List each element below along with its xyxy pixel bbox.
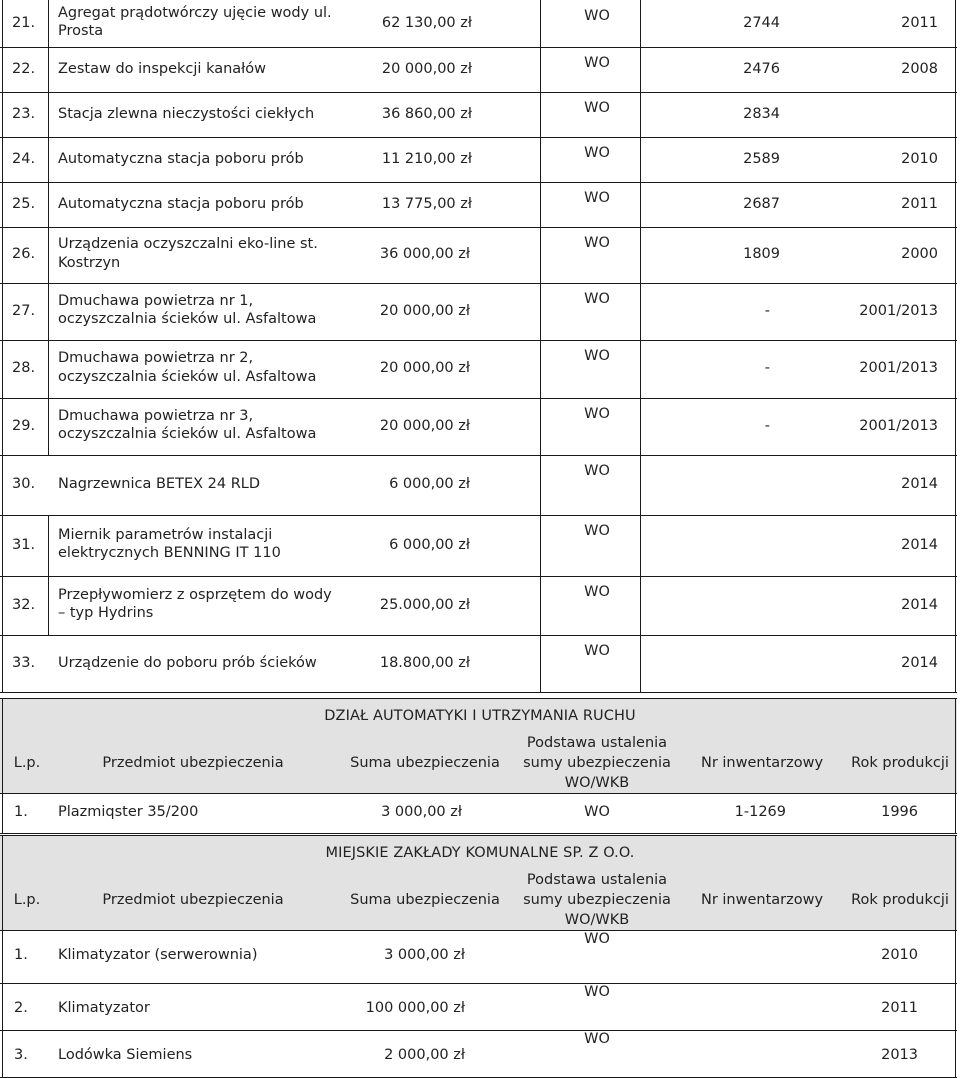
insured-sum: 25.000,00 zł (379, 596, 470, 613)
item-name: Dmuchawa powietrza nr 3, oczyszczalnia ścieków ul. Asfaltowa (58, 407, 317, 443)
inventory-number: 1809 (743, 246, 780, 262)
row-number: 21. (12, 14, 36, 31)
header-basis-line3: WO/WKB (564, 912, 630, 928)
production-year: 2001/2013 (859, 302, 938, 319)
insured-sum: 20 000,00 zł (379, 360, 470, 376)
row-divider (0, 227, 957, 228)
item-name: Urządzenia oczyszczalni eko-line st. Kostrzyn (58, 236, 318, 271)
inventory-number: 2834 (743, 105, 780, 122)
production-year: 2014 (901, 476, 938, 492)
row-divider (0, 92, 957, 93)
basis-value: WO (584, 584, 610, 600)
insured-sum: 36 000,00 zł (379, 246, 470, 262)
row-divider (0, 692, 957, 693)
item-name: Stacja zlewna nieczystości ciekłych (58, 105, 315, 122)
header-basis-line1: Podstawa ustalenia (526, 872, 668, 888)
basis-value: WO (584, 190, 610, 206)
row-number: 1. (14, 947, 28, 963)
section-title: DZIAŁ AUTOMATYKI I UTRZYMANIA RUCHU (324, 708, 636, 724)
header-inventory: Nr inwentarzowy (700, 755, 824, 771)
item-name: Klimatyzator (58, 1000, 150, 1016)
column-divider (955, 0, 956, 692)
row-divider (0, 455, 957, 456)
column-divider (955, 698, 956, 793)
column-divider (955, 983, 956, 1030)
row-number: 23. (12, 105, 36, 122)
column-divider (2, 835, 3, 930)
header-basis-line3: WO/WKB (564, 775, 630, 791)
column-divider (955, 1030, 956, 1077)
inventory-number: - (764, 302, 770, 319)
basis-value: WO (584, 348, 610, 364)
basis-value: WO (584, 931, 610, 947)
basis-value: WO (584, 100, 610, 116)
production-year: 2008 (901, 60, 938, 77)
insured-sum: 36 860,00 zł (381, 105, 472, 122)
row-divider (0, 283, 957, 284)
row-number: 27. (12, 302, 36, 319)
production-year: 2011 (901, 14, 938, 31)
basis-value: WO (584, 145, 610, 161)
inventory-number: 2744 (743, 14, 780, 31)
inventory-number: 1-1269 (734, 804, 786, 820)
basis-value: WO (584, 55, 610, 71)
row-divider (0, 1030, 957, 1031)
column-divider (2, 698, 3, 793)
insured-sum: 3 000,00 zł (384, 947, 465, 963)
row-divider (0, 182, 957, 183)
header-subject: Przedmiot ubezpieczenia (102, 892, 284, 908)
inventory-number: 2476 (743, 60, 780, 77)
row-number: 33. (12, 654, 36, 671)
header-lp: L.p. (13, 892, 41, 908)
basis-value: WO (584, 1031, 610, 1047)
insured-sum: 6 000,00 zł (389, 536, 470, 553)
inventory-number: 2589 (743, 150, 780, 167)
header-basis-line2: sumy ubezpieczenia (523, 755, 671, 771)
column-divider (48, 515, 49, 635)
row-number: 24. (12, 150, 36, 167)
column-divider (2, 0, 3, 692)
production-year: 1996 (881, 804, 918, 820)
item-name: Dmuchawa powietrza nr 2, oczyszczalnia ścieków ul. Asfaltowa (58, 350, 317, 385)
insured-sum: 3 000,00 zł (381, 804, 462, 820)
column-divider (955, 930, 956, 983)
basis-value: WO (584, 804, 610, 820)
column-divider (2, 793, 3, 833)
item-name: Plazmiqster 35/200 (58, 804, 199, 820)
production-year: 2011 (881, 1000, 918, 1016)
section-title: MIEJSKIE ZAKŁADY KOMUNALNE SP. Z O.O. (325, 845, 635, 861)
row-number: 1. (14, 804, 28, 820)
header-basis-line1: Podstawa ustalenia (526, 735, 668, 751)
column-divider (540, 0, 541, 692)
row-divider (0, 833, 957, 834)
production-year: 2010 (881, 947, 918, 963)
item-name: Agregat prądotwórczy ujęcie wody ul. Prosta (58, 4, 332, 40)
header-year: Rok produkcji (851, 892, 949, 908)
production-year: 2011 (901, 195, 938, 212)
item-name: Urządzenie do poboru prób ścieków (58, 654, 317, 671)
production-year: 2014 (901, 654, 938, 671)
production-year: 2001/2013 (859, 360, 938, 376)
item-name: Dmuchawa powietrza nr 1, oczyszczalnia ścieków ul. Asfaltowa (58, 292, 317, 328)
basis-value: WO (584, 643, 610, 659)
item-name: Klimatyzator (serwerownia) (58, 947, 258, 963)
row-divider (0, 635, 957, 636)
insured-sum: 20 000,00 zł (379, 302, 470, 319)
insured-sum: 20 000,00 zł (379, 417, 470, 434)
row-divider (0, 698, 957, 699)
row-number: 22. (12, 60, 36, 77)
row-number: 26. (12, 246, 36, 262)
insured-sum: 20 000,00 zł (381, 60, 472, 77)
row-number: 29. (12, 417, 36, 434)
column-divider (2, 983, 3, 1030)
basis-value: WO (584, 291, 610, 307)
header-sum: Suma ubezpieczenia (350, 892, 500, 908)
header-basis-line2: sumy ubezpieczenia (523, 892, 671, 908)
item-name: Miernik parametrów instalacji elektrycznych BENNING IT 110 (58, 526, 281, 562)
insured-sum: 6 000,00 zł (389, 476, 470, 492)
column-divider (2, 930, 3, 983)
column-divider (2, 1030, 3, 1077)
insured-sum: 13 775,00 zł (381, 195, 472, 212)
production-year: 2000 (901, 246, 938, 262)
insured-sum: 100 000,00 zł (365, 1000, 465, 1016)
row-divider (0, 398, 957, 399)
row-number: 3. (14, 1047, 28, 1063)
production-year: 2001/2013 (859, 417, 938, 434)
column-divider (955, 793, 956, 833)
row-divider (0, 835, 957, 836)
insured-sum: 11 210,00 zł (381, 150, 472, 167)
row-divider (0, 930, 957, 931)
production-year: 2014 (901, 536, 938, 553)
header-inventory: Nr inwentarzowy (700, 892, 824, 908)
item-name: Automatyczna stacja poboru prób (58, 195, 304, 212)
column-divider (640, 0, 641, 692)
basis-value: WO (584, 406, 610, 422)
row-number: 25. (12, 195, 36, 212)
production-year: 2013 (881, 1047, 918, 1063)
row-divider (0, 340, 957, 341)
header-sum: Suma ubezpieczenia (350, 755, 500, 771)
row-number: 28. (12, 360, 36, 376)
row-number: 2. (14, 1000, 28, 1016)
row-divider (0, 793, 957, 794)
header-lp: L.p. (13, 755, 41, 771)
item-name: Nagrzewnica BETEX 24 RLD (58, 476, 261, 492)
basis-value: WO (584, 8, 610, 24)
inventory-number: - (764, 417, 770, 434)
item-name: Przepływomierz z osprzętem do wody – typ Hydrins (58, 586, 332, 622)
item-name: Automatyczna stacja poboru prób (58, 150, 304, 167)
row-number: 30. (12, 476, 36, 492)
insured-sum: 18.800,00 zł (379, 654, 470, 671)
row-divider (0, 137, 957, 138)
row-number: 32. (12, 596, 36, 613)
item-name: Zestaw do inspekcji kanałów (58, 60, 267, 77)
row-divider (0, 47, 957, 48)
insured-sum: 62 130,00 zł (381, 14, 472, 31)
column-divider (955, 835, 956, 930)
basis-value: WO (584, 523, 610, 539)
basis-value: WO (584, 984, 610, 1000)
production-year: 2010 (901, 150, 938, 167)
item-name: Lodówka Siemiens (58, 1047, 193, 1063)
header-subject: Przedmiot ubezpieczenia (102, 755, 284, 771)
row-divider (0, 515, 957, 516)
insured-sum: 2 000,00 zł (384, 1047, 465, 1063)
basis-value: WO (584, 235, 610, 251)
basis-value: WO (584, 463, 610, 479)
header-year: Rok produkcji (851, 755, 949, 771)
inventory-number: - (764, 360, 770, 376)
row-divider (0, 983, 957, 984)
production-year: 2014 (901, 596, 938, 613)
inventory-number: 2687 (743, 195, 780, 212)
row-divider (0, 576, 957, 577)
row-number: 31. (12, 536, 36, 553)
